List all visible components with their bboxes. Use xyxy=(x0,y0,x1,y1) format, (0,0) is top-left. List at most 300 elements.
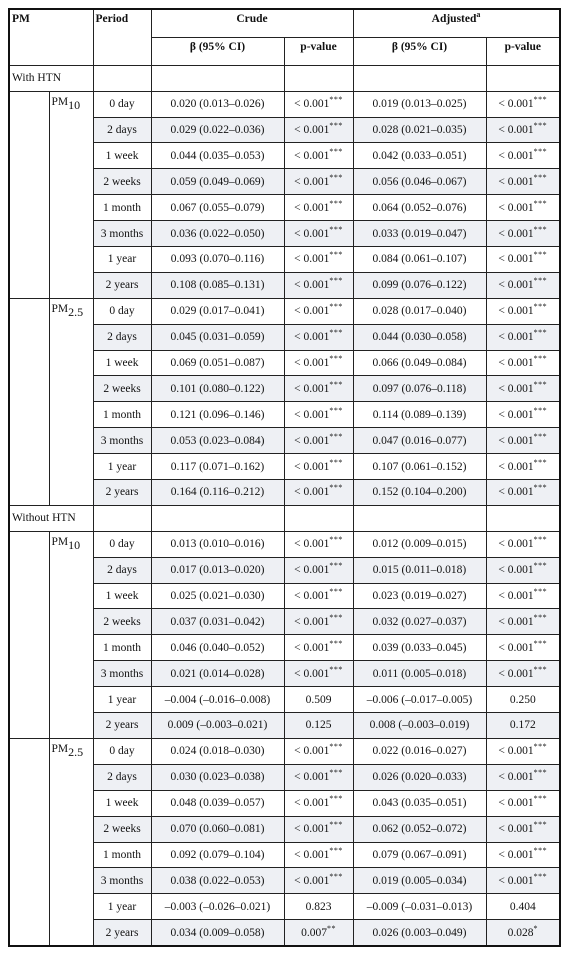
crude-beta-cell: 0.037 (0.031–0.042) xyxy=(151,609,284,635)
adjusted-beta-cell: 0.066 (0.049–0.084) xyxy=(353,350,486,376)
header-period: Period xyxy=(93,9,151,65)
crude-pvalue-cell-value: < 0.001 xyxy=(294,305,330,318)
crude-pvalue-cell-value: < 0.001 xyxy=(294,771,330,784)
crude-pvalue-cell-value: < 0.001 xyxy=(294,538,330,551)
crude-pvalue-cell xyxy=(284,272,353,298)
adjusted-pvalue-cell xyxy=(486,298,560,324)
adjusted-pvalue-cell-significance: *** xyxy=(533,95,548,105)
table-header xyxy=(9,9,560,65)
header-adjusted-footnote: a xyxy=(476,10,481,20)
crude-pvalue-cell-significance: *** xyxy=(329,846,343,856)
adjusted-pvalue-cell-value: < 0.001 xyxy=(498,823,534,836)
adjusted-pvalue-cell-value: < 0.001 xyxy=(498,771,534,784)
crude-pvalue-cell-value: < 0.001 xyxy=(294,124,330,136)
empty-cell xyxy=(486,65,560,91)
table-row xyxy=(9,91,560,117)
adjusted-pvalue-cell xyxy=(486,402,560,428)
adjusted-pvalue-cell-value: < 0.001 xyxy=(498,98,534,111)
adjusted-pvalue-cell-significance: *** xyxy=(533,328,548,338)
crude-pvalue-cell xyxy=(284,635,353,661)
crude-pvalue-cell-significance: *** xyxy=(329,587,343,597)
header-crude: Crude xyxy=(151,9,353,37)
period-cell: 0 day xyxy=(93,91,151,117)
group-row xyxy=(9,505,560,531)
crude-pvalue-cell-value: < 0.001 xyxy=(294,460,330,473)
crude-pvalue-cell xyxy=(284,894,353,920)
group-label: Without HTN xyxy=(9,505,93,531)
crude-pvalue-cell xyxy=(284,91,353,117)
crude-pvalue-cell-significance: *** xyxy=(329,302,343,312)
crude-beta-cell: 0.024 (0.018–0.030) xyxy=(151,738,284,764)
adjusted-pvalue-cell-value: < 0.001 xyxy=(498,227,534,240)
adjusted-pvalue-cell xyxy=(486,531,560,557)
crude-pvalue-cell-significance: *** xyxy=(329,613,343,623)
crude-beta-cell: 0.025 (0.021–0.030) xyxy=(151,583,284,609)
crude-pvalue-cell-value: < 0.001 xyxy=(294,590,330,603)
adjusted-pvalue-cell xyxy=(486,738,560,764)
adjusted-pvalue-cell-value: < 0.001 xyxy=(498,201,534,214)
adjusted-beta-cell: 0.099 (0.076–0.122) xyxy=(353,272,486,298)
crude-beta-cell: 0.013 (0.010–0.016) xyxy=(151,531,284,557)
crude-pvalue-cell-significance: *** xyxy=(329,250,343,260)
adjusted-pvalue-cell-value: < 0.001 xyxy=(498,486,534,499)
crude-pvalue-cell-significance: *** xyxy=(329,95,343,105)
header-adjusted-pvalue: p-value xyxy=(486,37,560,65)
adjusted-pvalue-cell-value: 0.250 xyxy=(509,693,536,706)
adjusted-pvalue-cell-significance: *** xyxy=(533,457,548,467)
header-adjusted-label: Adjusted xyxy=(431,13,477,25)
adjusted-pvalue-cell-value: < 0.001 xyxy=(498,848,534,861)
adjusted-pvalue-cell xyxy=(486,324,560,350)
adjusted-pvalue-cell-value: < 0.001 xyxy=(498,357,534,370)
adjusted-beta-cell: 0.097 (0.076–0.118) xyxy=(353,376,486,402)
crude-pvalue-cell-value: < 0.001 xyxy=(294,279,330,292)
crude-pvalue-cell-value: < 0.001 xyxy=(294,227,330,240)
adjusted-pvalue-cell-significance: * xyxy=(533,923,538,933)
crude-pvalue-cell xyxy=(284,661,353,687)
adjusted-pvalue-cell xyxy=(486,117,560,143)
adjusted-pvalue-cell xyxy=(486,920,560,946)
adjusted-pvalue-cell-value: < 0.001 xyxy=(498,279,534,292)
adjusted-beta-cell: 0.107 (0.061–0.152) xyxy=(353,454,486,480)
group-label: With HTN xyxy=(9,65,93,91)
period-cell: 2 years xyxy=(93,272,151,298)
adjusted-pvalue-cell xyxy=(486,868,560,894)
crude-pvalue-cell-significance: ** xyxy=(326,923,336,933)
crude-pvalue-cell-value: < 0.001 xyxy=(294,382,330,395)
adjusted-pvalue-cell xyxy=(486,635,560,661)
crude-pvalue-cell-value: < 0.001 xyxy=(294,641,330,654)
crude-pvalue-cell-value: < 0.001 xyxy=(294,357,330,370)
adjusted-pvalue-cell xyxy=(486,583,560,609)
adjusted-pvalue-cell xyxy=(486,221,560,247)
header-adjusted-beta: β (95% CI) xyxy=(353,37,486,65)
adjusted-pvalue-cell-value: < 0.001 xyxy=(498,434,534,447)
crude-beta-cell: 0.067 (0.055–0.079) xyxy=(151,195,284,221)
pollutant-label xyxy=(49,91,93,298)
adjusted-pvalue-cell-value: < 0.001 xyxy=(498,667,534,680)
table-row xyxy=(9,738,560,764)
crude-pvalue-cell xyxy=(284,868,353,894)
empty-cell xyxy=(284,505,353,531)
crude-pvalue-cell-value: < 0.001 xyxy=(294,874,330,887)
adjusted-beta-cell: 0.028 (0.021–0.035) xyxy=(353,117,486,143)
adjusted-pvalue-cell xyxy=(486,350,560,376)
period-cell: 1 month xyxy=(93,402,151,428)
period-cell: 3 months xyxy=(93,428,151,454)
crude-pvalue-cell xyxy=(284,790,353,816)
crude-pvalue-cell-significance: *** xyxy=(329,224,343,234)
period-cell: 2 days xyxy=(93,764,151,790)
crude-pvalue-cell xyxy=(284,920,353,946)
adjusted-pvalue-cell-value: < 0.001 xyxy=(498,874,534,887)
adjusted-pvalue-cell-significance: *** xyxy=(533,638,548,648)
crude-pvalue-cell-value: < 0.001 xyxy=(294,823,330,836)
crude-pvalue-cell xyxy=(284,195,353,221)
indent-cell xyxy=(9,91,49,298)
pollutant-name: PM xyxy=(51,742,69,755)
adjusted-pvalue-cell xyxy=(486,428,560,454)
crude-pvalue-cell-value: < 0.001 xyxy=(294,98,330,111)
adjusted-pvalue-cell-significance: *** xyxy=(533,561,548,571)
header-crude-pvalue: p-value xyxy=(284,37,353,65)
adjusted-pvalue-cell xyxy=(486,687,560,713)
period-cell: 2 years xyxy=(93,920,151,946)
group-row xyxy=(9,65,560,91)
adjusted-pvalue-cell-value: < 0.001 xyxy=(498,149,534,162)
adjusted-beta-cell: 0.047 (0.016–0.077) xyxy=(353,428,486,454)
adjusted-pvalue-cell xyxy=(486,454,560,480)
crude-beta-cell: 0.029 (0.017–0.041) xyxy=(151,298,284,324)
period-cell: 1 month xyxy=(93,195,151,221)
crude-beta-cell: –0.003 (–0.026–0.021) xyxy=(151,894,284,920)
adjusted-pvalue-cell-value: < 0.001 xyxy=(498,590,534,603)
adjusted-pvalue-cell xyxy=(486,376,560,402)
adjusted-pvalue-cell-value: < 0.001 xyxy=(498,382,534,395)
crude-beta-cell: 0.117 (0.071–0.162) xyxy=(151,454,284,480)
indent-cell xyxy=(9,298,49,505)
adjusted-beta-cell: 0.114 (0.089–0.139) xyxy=(353,402,486,428)
empty-cell xyxy=(353,65,486,91)
adjusted-beta-cell: –0.006 (–0.017–0.005) xyxy=(353,687,486,713)
crude-pvalue-cell xyxy=(284,350,353,376)
adjusted-pvalue-cell-value: < 0.001 xyxy=(498,253,534,266)
crude-pvalue-cell-significance: *** xyxy=(329,794,343,804)
crude-beta-cell: 0.092 (0.079–0.104) xyxy=(151,842,284,868)
crude-pvalue-cell xyxy=(284,454,353,480)
pollutant-name: PM xyxy=(51,302,69,315)
adjusted-beta-cell: 0.062 (0.052–0.072) xyxy=(353,816,486,842)
pollutant-name: PM xyxy=(51,95,69,108)
adjusted-beta-cell: 0.064 (0.052–0.076) xyxy=(353,195,486,221)
pollutant-subscript: 10 xyxy=(68,97,81,112)
crude-beta-cell: 0.045 (0.031–0.059) xyxy=(151,324,284,350)
period-cell: 3 months xyxy=(93,868,151,894)
adjusted-beta-cell: 0.043 (0.035–0.051) xyxy=(353,790,486,816)
header-crude-beta: β (95% CI) xyxy=(151,37,284,65)
indent-cell xyxy=(9,531,49,738)
period-cell: 1 week xyxy=(93,583,151,609)
adjusted-beta-cell: 0.056 (0.046–0.067) xyxy=(353,169,486,195)
crude-pvalue-cell-value: < 0.001 xyxy=(294,253,330,266)
adjusted-beta-cell: 0.019 (0.013–0.025) xyxy=(353,91,486,117)
crude-pvalue-cell xyxy=(284,324,353,350)
crude-pvalue-cell-value: < 0.001 xyxy=(294,797,330,810)
crude-pvalue-cell xyxy=(284,143,353,169)
period-cell: 1 week xyxy=(93,790,151,816)
crude-pvalue-cell-significance: *** xyxy=(329,147,343,157)
period-cell: 2 weeks xyxy=(93,816,151,842)
adjusted-pvalue-cell xyxy=(486,272,560,298)
period-cell: 1 year xyxy=(93,247,151,273)
adjusted-pvalue-cell-significance: *** xyxy=(533,483,548,493)
adjusted-beta-cell: 0.026 (0.003–0.049) xyxy=(353,920,486,946)
adjusted-pvalue-cell-value: < 0.001 xyxy=(498,175,534,188)
crude-pvalue-cell xyxy=(284,738,353,764)
period-cell: 2 years xyxy=(93,713,151,739)
crude-pvalue-cell-value: 0.007 xyxy=(301,926,327,939)
pollutant-label xyxy=(49,738,93,946)
adjusted-pvalue-cell-significance: *** xyxy=(533,302,548,312)
crude-pvalue-cell-significance: *** xyxy=(329,742,343,752)
crude-beta-cell: 0.017 (0.013–0.020) xyxy=(151,557,284,583)
crude-pvalue-cell xyxy=(284,713,353,739)
adjusted-pvalue-cell-significance: *** xyxy=(533,172,548,182)
crude-pvalue-cell-value: 0.509 xyxy=(305,693,332,706)
crude-beta-cell: 0.048 (0.039–0.057) xyxy=(151,790,284,816)
adjusted-pvalue-cell xyxy=(486,247,560,273)
adjusted-beta-cell: 0.028 (0.017–0.040) xyxy=(353,298,486,324)
adjusted-beta-cell: 0.019 (0.005–0.034) xyxy=(353,868,486,894)
adjusted-beta-cell: 0.022 (0.016–0.027) xyxy=(353,738,486,764)
crude-pvalue-cell-significance: *** xyxy=(329,328,343,338)
pollutant-subscript: 2.5 xyxy=(68,304,84,319)
crude-pvalue-cell-significance: *** xyxy=(329,768,343,778)
crude-pvalue-cell xyxy=(284,609,353,635)
adjusted-pvalue-cell-value: < 0.001 xyxy=(498,641,534,654)
crude-pvalue-cell-significance: *** xyxy=(329,198,343,208)
adjusted-pvalue-cell xyxy=(486,557,560,583)
empty-cell xyxy=(353,505,486,531)
header-pm: PM xyxy=(9,9,93,65)
adjusted-beta-cell: 0.032 (0.027–0.037) xyxy=(353,609,486,635)
period-cell: 0 day xyxy=(93,738,151,764)
adjusted-beta-cell: 0.044 (0.030–0.058) xyxy=(353,324,486,350)
adjusted-pvalue-cell-significance: *** xyxy=(533,872,548,881)
crude-pvalue-cell xyxy=(284,221,353,247)
crude-pvalue-cell-significance: *** xyxy=(329,483,343,493)
crude-pvalue-cell-significance: *** xyxy=(329,354,343,364)
adjusted-pvalue-cell xyxy=(486,713,560,739)
pollutant-name: PM xyxy=(51,535,69,548)
adjusted-pvalue-cell-value: < 0.001 xyxy=(498,408,534,421)
adjusted-pvalue-cell-value: 0.404 xyxy=(509,900,536,913)
period-cell: 1 month xyxy=(93,842,151,868)
period-cell: 1 year xyxy=(93,894,151,920)
adjusted-pvalue-cell-significance: *** xyxy=(533,742,548,752)
crude-beta-cell: 0.020 (0.013–0.026) xyxy=(151,91,284,117)
crude-pvalue-cell-significance: *** xyxy=(329,820,343,830)
crude-pvalue-cell-significance: *** xyxy=(329,535,343,545)
adjusted-pvalue-cell-significance: *** xyxy=(533,405,548,415)
period-cell: 2 days xyxy=(93,324,151,350)
period-cell: 1 week xyxy=(93,143,151,169)
adjusted-pvalue-cell xyxy=(486,816,560,842)
crude-pvalue-cell xyxy=(284,376,353,402)
crude-beta-cell: 0.021 (0.014–0.028) xyxy=(151,661,284,687)
empty-cell xyxy=(486,505,560,531)
crude-beta-cell: 0.164 (0.116–0.212) xyxy=(151,480,284,506)
crude-pvalue-cell-value: < 0.001 xyxy=(294,408,330,421)
crude-pvalue-cell-significance: *** xyxy=(329,431,343,441)
pollutant-label xyxy=(49,531,93,738)
empty-cell xyxy=(93,65,151,91)
adjusted-beta-cell: 0.023 (0.019–0.027) xyxy=(353,583,486,609)
adjusted-beta-cell: 0.084 (0.061–0.107) xyxy=(353,247,486,273)
adjusted-pvalue-cell xyxy=(486,790,560,816)
adjusted-pvalue-cell-significance: *** xyxy=(533,820,548,830)
crude-pvalue-cell-value: < 0.001 xyxy=(294,848,330,861)
crude-pvalue-cell xyxy=(284,298,353,324)
crude-pvalue-cell-value: < 0.001 xyxy=(294,615,330,628)
period-cell: 0 day xyxy=(93,298,151,324)
crude-beta-cell: 0.044 (0.035–0.053) xyxy=(151,143,284,169)
crude-pvalue-cell xyxy=(284,428,353,454)
crude-pvalue-cell-value: < 0.001 xyxy=(294,745,330,758)
adjusted-beta-cell: 0.012 (0.009–0.015) xyxy=(353,531,486,557)
adjusted-pvalue-cell xyxy=(486,764,560,790)
adjusted-pvalue-cell-value: 0.172 xyxy=(509,719,536,732)
crude-beta-cell: 0.029 (0.022–0.036) xyxy=(151,117,284,143)
period-cell: 2 weeks xyxy=(93,609,151,635)
adjusted-pvalue-cell-significance: *** xyxy=(533,794,548,804)
crude-pvalue-cell-value: < 0.001 xyxy=(294,564,330,577)
adjusted-pvalue-cell-value: < 0.001 xyxy=(498,745,534,758)
adjusted-pvalue-cell-value: < 0.001 xyxy=(498,331,534,344)
adjusted-pvalue-cell-value: < 0.001 xyxy=(498,564,534,577)
crude-pvalue-cell-value: < 0.001 xyxy=(294,175,330,188)
period-cell: 3 months xyxy=(93,221,151,247)
period-cell: 1 week xyxy=(93,350,151,376)
crude-pvalue-cell-significance: *** xyxy=(329,561,343,571)
crude-pvalue-cell xyxy=(284,764,353,790)
adjusted-beta-cell: 0.039 (0.033–0.045) xyxy=(353,635,486,661)
empty-cell xyxy=(151,65,284,91)
table-row xyxy=(9,298,560,324)
adjusted-pvalue-cell xyxy=(486,842,560,868)
adjusted-pvalue-cell-significance: *** xyxy=(533,768,548,778)
crude-pvalue-cell-significance: *** xyxy=(329,872,343,881)
adjusted-pvalue-cell-value: < 0.001 xyxy=(498,797,534,810)
crude-pvalue-cell-value: < 0.001 xyxy=(294,331,330,344)
period-cell: 0 day xyxy=(93,531,151,557)
crude-pvalue-cell xyxy=(284,557,353,583)
adjusted-pvalue-cell-value: < 0.001 xyxy=(498,615,534,628)
crude-pvalue-cell xyxy=(284,169,353,195)
period-cell: 2 weeks xyxy=(93,169,151,195)
empty-cell xyxy=(93,505,151,531)
crude-beta-cell: 0.009 (–0.003–0.021) xyxy=(151,713,284,739)
adjusted-pvalue-cell-significance: *** xyxy=(533,664,548,674)
crude-pvalue-cell xyxy=(284,687,353,713)
adjusted-beta-cell: 0.033 (0.019–0.047) xyxy=(353,221,486,247)
crude-beta-cell: 0.038 (0.022–0.053) xyxy=(151,868,284,894)
crude-pvalue-cell-value: < 0.001 xyxy=(294,434,330,447)
results-table xyxy=(8,8,561,947)
table-body xyxy=(9,65,560,946)
adjusted-beta-cell: 0.079 (0.067–0.091) xyxy=(353,842,486,868)
period-cell: 2 weeks xyxy=(93,376,151,402)
adjusted-pvalue-cell-significance: *** xyxy=(533,276,548,286)
crude-pvalue-cell-value: 0.125 xyxy=(305,719,332,732)
crude-pvalue-cell-value: 0.823 xyxy=(305,900,332,913)
crude-pvalue-cell-value: < 0.001 xyxy=(294,667,330,680)
adjusted-pvalue-cell-significance: *** xyxy=(533,613,548,623)
crude-pvalue-cell xyxy=(284,842,353,868)
adjusted-pvalue-cell-significance: *** xyxy=(533,121,548,131)
crude-pvalue-cell xyxy=(284,816,353,842)
period-cell: 2 years xyxy=(93,480,151,506)
adjusted-pvalue-cell-value: < 0.001 xyxy=(498,538,534,551)
indent-cell xyxy=(9,738,49,946)
pollutant-subscript: 10 xyxy=(68,537,81,552)
empty-cell xyxy=(151,505,284,531)
crude-pvalue-cell-significance: *** xyxy=(329,457,343,467)
adjusted-pvalue-cell-value: < 0.001 xyxy=(498,460,534,473)
adjusted-pvalue-cell-significance: *** xyxy=(533,354,548,364)
crude-pvalue-cell-significance: *** xyxy=(329,172,343,182)
period-cell: 1 year xyxy=(93,687,151,713)
crude-beta-cell: 0.070 (0.060–0.081) xyxy=(151,816,284,842)
crude-beta-cell: 0.059 (0.049–0.069) xyxy=(151,169,284,195)
period-cell: 3 months xyxy=(93,661,151,687)
header-adjusted xyxy=(353,9,560,37)
adjusted-pvalue-cell-significance: *** xyxy=(533,380,548,390)
adjusted-beta-cell: –0.009 (–0.031–0.013) xyxy=(353,894,486,920)
adjusted-pvalue-cell-value: 0.028 xyxy=(507,926,534,939)
crude-pvalue-cell xyxy=(284,247,353,273)
crude-beta-cell: 0.036 (0.022–0.050) xyxy=(151,221,284,247)
crude-pvalue-cell xyxy=(284,583,353,609)
crude-pvalue-cell-significance: *** xyxy=(329,121,343,131)
period-cell: 2 days xyxy=(93,557,151,583)
crude-pvalue-cell-significance: *** xyxy=(329,664,343,674)
adjusted-pvalue-cell-significance: *** xyxy=(533,431,548,441)
adjusted-beta-cell: 0.152 (0.104–0.200) xyxy=(353,480,486,506)
period-cell: 2 days xyxy=(93,117,151,143)
adjusted-pvalue-cell xyxy=(486,195,560,221)
adjusted-beta-cell: 0.026 (0.020–0.033) xyxy=(353,764,486,790)
crude-beta-cell: 0.030 (0.023–0.038) xyxy=(151,764,284,790)
crude-beta-cell: –0.004 (–0.016–0.008) xyxy=(151,687,284,713)
crude-beta-cell: 0.108 (0.085–0.131) xyxy=(151,272,284,298)
adjusted-pvalue-cell-value: < 0.001 xyxy=(498,124,534,136)
crude-pvalue-cell-significance: *** xyxy=(329,638,343,648)
empty-cell xyxy=(284,65,353,91)
crude-beta-cell: 0.053 (0.023–0.084) xyxy=(151,428,284,454)
period-cell: 1 month xyxy=(93,635,151,661)
crude-pvalue-cell xyxy=(284,480,353,506)
adjusted-pvalue-cell-value: < 0.001 xyxy=(498,305,534,318)
adjusted-beta-cell: 0.011 (0.005–0.018) xyxy=(353,661,486,687)
crude-beta-cell: 0.093 (0.070–0.116) xyxy=(151,247,284,273)
crude-pvalue-cell-significance: *** xyxy=(329,405,343,415)
crude-beta-cell: 0.046 (0.040–0.052) xyxy=(151,635,284,661)
adjusted-pvalue-cell xyxy=(486,91,560,117)
crude-beta-cell: 0.034 (0.009–0.058) xyxy=(151,920,284,946)
crude-beta-cell: 0.101 (0.080–0.122) xyxy=(151,376,284,402)
table-row xyxy=(9,531,560,557)
